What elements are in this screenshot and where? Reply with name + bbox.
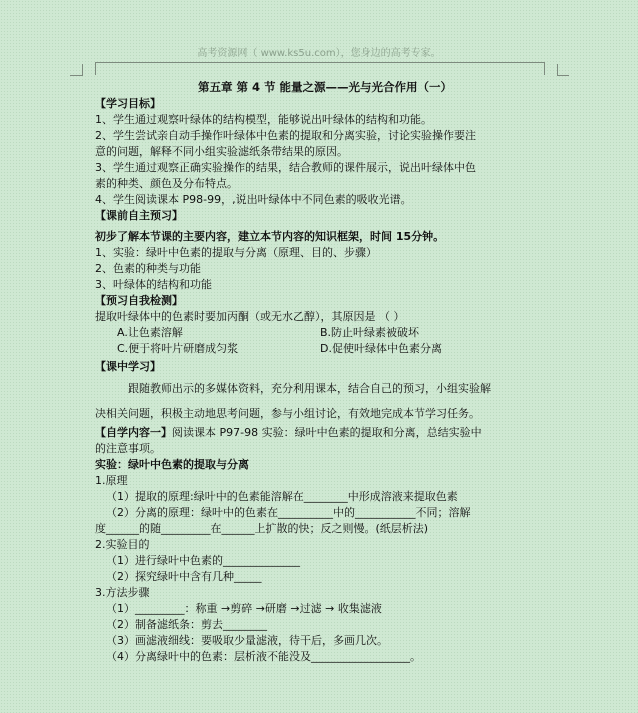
header-rule-left-vertical <box>95 62 96 75</box>
header-rule <box>95 62 544 63</box>
section-steps: 3.方法步骤 <box>95 586 150 599</box>
principle-extraction: （1）提取的原理:绿叶中的色素能溶解在________中形成溶液来提取色素 <box>106 490 458 503</box>
goal-item: 2、学生尝试亲自动手操作叶绿体中色素的提取和分离实验，讨论实验操作要注 <box>95 129 476 142</box>
options-row-1 <box>95 325 555 341</box>
corner-mark-right-v <box>557 64 558 76</box>
preview-intro: 初步了解本节课的主要内容，建立本节内容的知识框架，时间 15分钟。 <box>95 230 445 243</box>
site-header: 高考资源网（ www.ks5u.com），您身边的高考专家。 <box>197 48 441 59</box>
option-a: A.让色素溶解 <box>117 326 183 339</box>
self-study-text-cont: 的注意事项。 <box>95 442 161 455</box>
lesson-paragraph: 决相关问题，积极主动地思考问题，参与小组讨论，有效地完成本节学习任务。 <box>95 407 480 420</box>
preview-item: 1、实验：绿叶中色素的提取与分离（原理、目的、步骤） <box>95 246 377 259</box>
goals-heading: 【学习目标】 <box>95 97 161 110</box>
goal-item: 3、学生通过观察正确实验操作的结果，结合教师的课件展示，说出叶绿体中色 <box>95 161 476 174</box>
section-principle: 1.原理 <box>95 474 128 487</box>
lesson-heading: 【课中学习】 <box>95 360 161 373</box>
option-c: C.便于将叶片研磨成匀浆 <box>117 342 239 355</box>
lesson-paragraph: 跟随教师出示的多媒体资料，充分利用课本，结合自己的预习，小组实验解 <box>128 382 491 395</box>
goal-item: 意的问题，解释不同小组实验滤纸条带结果的原因。 <box>95 145 348 158</box>
check-heading: 【预习自我检测】 <box>95 294 183 307</box>
principle-separation-cont: 度______的随_________在______上扩散的快；反之则慢。(纸层析法) <box>95 522 429 535</box>
goal-item: 4、学生阅读课本 P98-99，,说出叶绿体中不同色素的吸收光谱。 <box>95 193 412 206</box>
corner-mark-left <box>70 75 82 76</box>
principle-separation: （2）分离的原理：绿叶中的色素在__________中的___________不同；溶解 <box>106 506 471 519</box>
header-rule-right-vertical <box>544 62 545 75</box>
page-title: 第五章 第 4 节 能量之源——光与光合作用（一） <box>197 80 452 94</box>
option-d: D.促使叶绿体中色素分离 <box>320 342 442 355</box>
preview-item: 3、叶绿体的结构和功能 <box>95 278 212 291</box>
self-study-text: 阅读课本 P97-98 实验：绿叶中色素的提取和分离，总结实验中 <box>172 426 482 439</box>
purpose-item: （1）进行绿叶中色素的______________ <box>106 554 300 567</box>
experiment-title: 实验：绿叶中色素的提取与分离 <box>95 458 249 471</box>
self-study-line <box>95 425 555 441</box>
corner-mark-right <box>557 75 569 76</box>
step-item: （4）分离绿叶中的色素：层析液不能没及__________________。 <box>106 650 421 663</box>
purpose-item: （2）探究绿叶中含有几种_____ <box>106 570 262 583</box>
step-item: （1）_________：称重 →剪碎 →研磨 →过滤 → 收集滤液 <box>106 602 382 615</box>
goal-item: 1、学生通过观察叶绿体的结构模型，能够说出叶绿体的结构和功能。 <box>95 113 432 126</box>
self-study-heading: 【自学内容一】 <box>95 426 172 439</box>
section-purpose: 2.实验目的 <box>95 538 150 551</box>
preview-heading: 【课前自主预习】 <box>95 209 183 222</box>
check-question: 提取叶绿体中的色素时要加丙酮（或无水乙醇），其原因是 （ ） <box>95 310 405 323</box>
corner-mark-left-v <box>82 64 83 76</box>
goal-item: 素的种类、颜色及分布特点。 <box>95 177 238 190</box>
step-item: （3）画滤液细线：要吸取少量滤液，待干后，多画几次。 <box>106 634 388 647</box>
step-item: （2）制备滤纸条：剪去________ <box>106 618 267 631</box>
option-b: B.防止叶绿素被破坏 <box>320 326 420 339</box>
preview-item: 2、色素的种类与功能 <box>95 262 201 275</box>
options-row-2 <box>95 341 555 357</box>
document-body <box>95 79 555 665</box>
